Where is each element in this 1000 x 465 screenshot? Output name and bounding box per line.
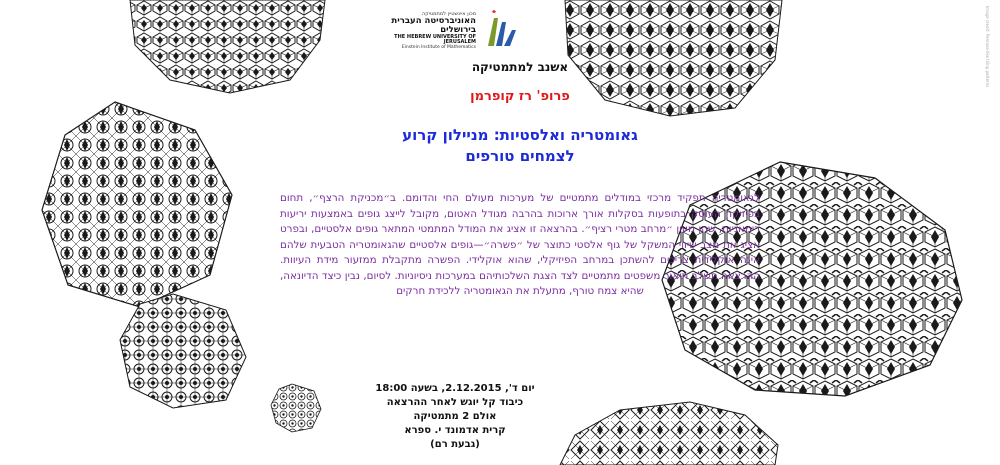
tiling-top-left-svg (120, 0, 335, 95)
event-campus-area: (גבעת רם) (430, 439, 480, 450)
tiling-small-svg (270, 383, 322, 433)
tiling-bottom-right-svg (550, 400, 780, 465)
tiling-left-large-svg (40, 100, 235, 310)
series-subtitle: אשנב למתמטיקה (471, 60, 569, 74)
lecture-abstract: לגאומטריה תפקיד מרכזי במודלים מתמטיים של מערכות מעולם החי והדומם. ב״מכניקת הרצף״, תחום בפיזיקה העוסק בתופעות בסקלות אורך ארוכות בהרבה מגודל האטום, מקובל לייצג גופים באמצעות יריעות רימאניות, שהן מעין ״מרחב מטרי רציף״. בהרצאה זו אציג את המודל המתמטי המתאר גופים אלסטיים, ובפרט אציג את מצב שיווי המשקל של גוף אלסטי כתוצר של ״פשרה״—גופים אלסטיים שהגאומטריה הטבעית שלהם אינה אוקלידית צריכים להשתכן במרחב הפיזיקלי, שהוא אוקלידי. הפשרה מתקבלת ממזעור מידת העיוות. ההרצאה תשלב תיאור משפטים מתמטיים לצד הצגת השלכותיהם במערכות ניסיוניות. לסיום, נבין כיצד הדיונאה, שהיא צמח טורף, מתעלת את הגאומטריה ללכידת חרקים (280, 192, 760, 297)
university-logo (370, 6, 520, 50)
logo-institute-hebrew: מכון איינשטיין למתמטיקה (421, 11, 476, 17)
event-date-time: יום ד', 2.12.2015, בשעה 18:00 (375, 383, 535, 394)
speaker-name: פרופ' רז קופרמן (470, 89, 570, 104)
menorah-logo-icon (480, 8, 520, 48)
event-hall: אולם 2 מתמטיקה (413, 411, 497, 422)
tiling-small (270, 383, 322, 433)
event-campus: קרית אדמונד י. ספרא (404, 425, 506, 436)
tiling-left-large (40, 100, 235, 310)
logo-institute-english: Einstein Institute of Mathematics (401, 44, 476, 50)
logo-text (370, 12, 476, 50)
logo-university-hebrew: האוניברסיטה העברית בירושלים (391, 16, 476, 36)
side-credit (985, 6, 993, 196)
event-details (360, 382, 550, 452)
tiling-left-medium-svg (118, 292, 248, 410)
logo-university-english: THE HEBREW UNIVERSITY OF JERUSALEM (394, 34, 476, 46)
side-credit-text: Image credit: Penrose-like tiling patterns (985, 6, 990, 88)
lecture-title-line-1: גאומטריה ואלסטיות: מניילון קרוע (402, 126, 638, 144)
tiling-top-left (120, 0, 335, 95)
tiling-bottom-right (550, 400, 780, 465)
event-refreshments: כיבוד קל יוגש לאחר ההרצאה (386, 397, 524, 408)
tiling-left-medium (118, 292, 248, 410)
lecture-title-line-2: לצמחים טורפים (465, 147, 575, 165)
